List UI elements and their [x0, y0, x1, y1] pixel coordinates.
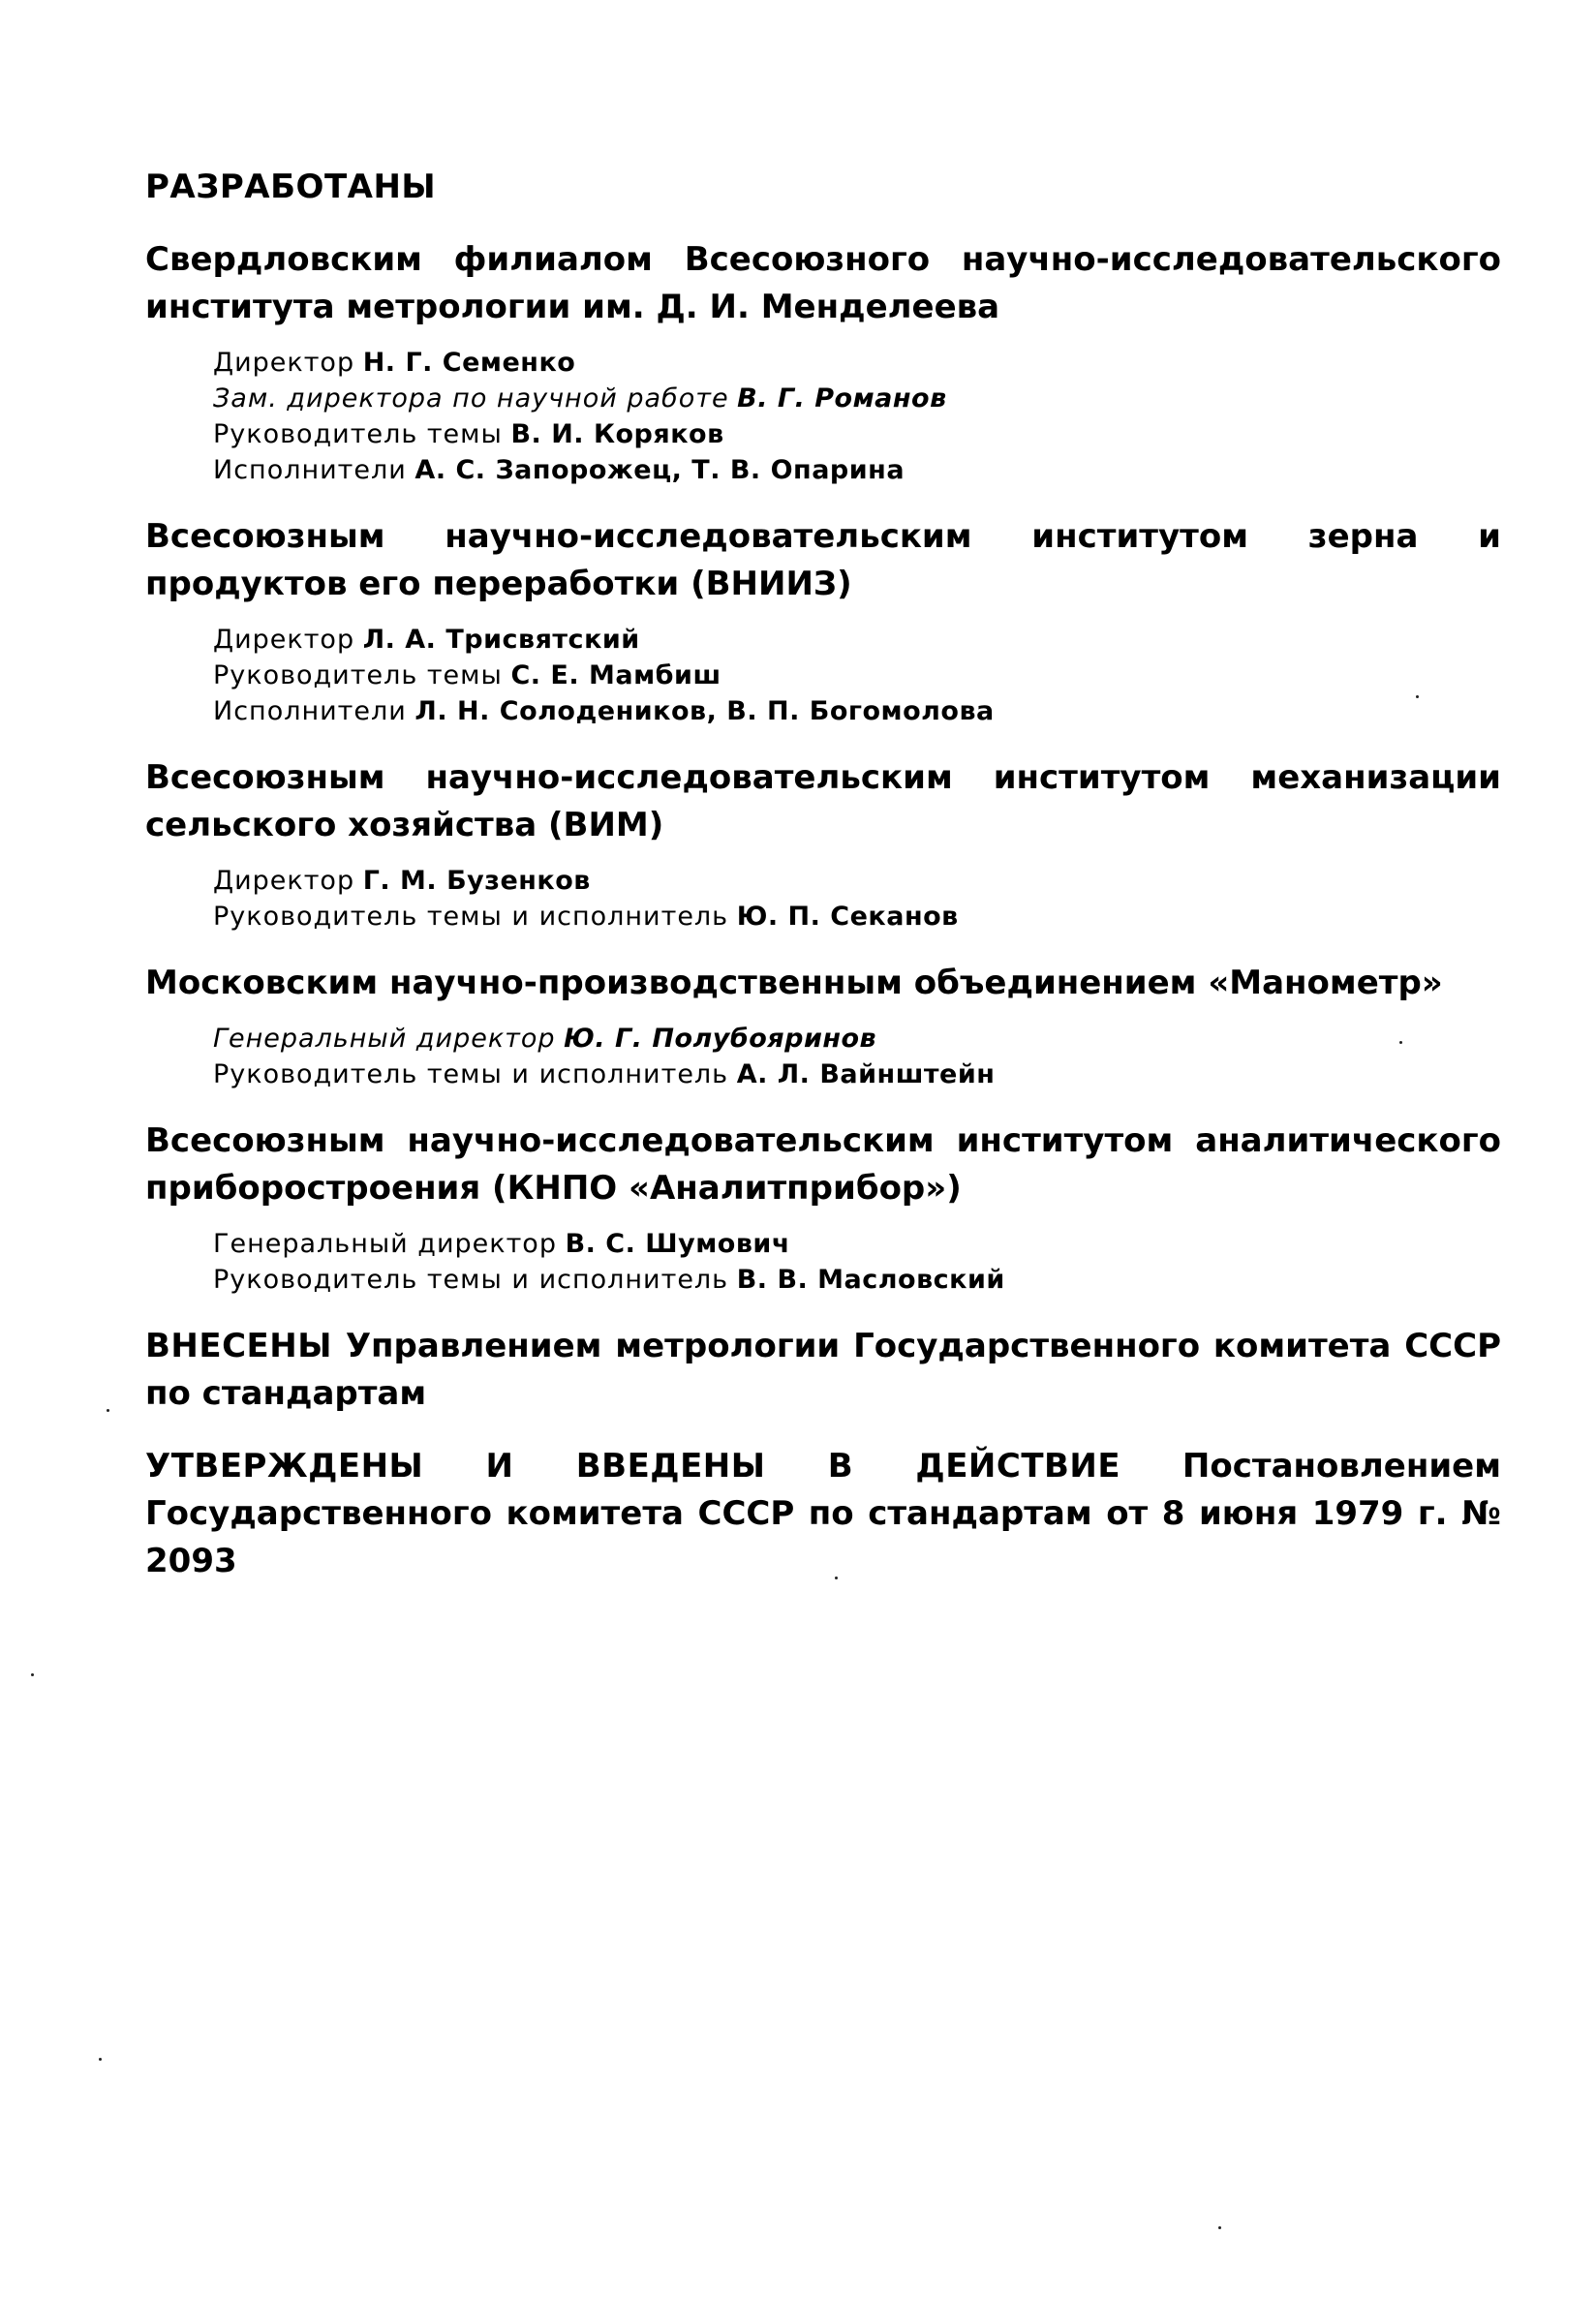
- person-name: Ю. Г. Полубояринов: [564, 1024, 877, 1054]
- people-list: [213, 345, 1501, 488]
- person-role: Генеральный директор: [213, 1229, 557, 1259]
- approved-text: Постановлением Государственного комитета СССР по стандартам от 8 июня 1979 г. № 2093: [145, 1447, 1501, 1580]
- organization-block: [145, 513, 1501, 729]
- person-name: Л. А. Трисвятский: [362, 625, 640, 655]
- person-row: [213, 1021, 1501, 1057]
- person-name: Ю. П. Секанов: [736, 902, 959, 932]
- person-name: В. Г. Романов: [737, 383, 947, 413]
- organization-block: [145, 236, 1501, 488]
- person-row: [213, 1226, 1501, 1262]
- people-list: [213, 1021, 1501, 1092]
- person-row: [213, 381, 1501, 416]
- organization-block: [145, 1118, 1501, 1298]
- person-role: Руководитель темы: [213, 419, 503, 449]
- person-row: [213, 693, 1501, 729]
- scan-speck: [1218, 2226, 1221, 2229]
- organization-name: Всесоюзным научно-исследовательским институтом зерна и продуктов его переработки (ВНИИЗ): [145, 517, 1501, 603]
- approved-lead: УТВЕРЖДЕНЫ И ВВЕДЕНЫ В ДЕЙСТВИЕ: [145, 1447, 1121, 1485]
- person-name: В. С. Шумович: [565, 1229, 790, 1259]
- organization-name: Свердловским филиалом Всесоюзного научно-исследовательского института метрологии им. Д. И. Менделеева: [145, 240, 1501, 326]
- person-name: В. В. Масловский: [736, 1265, 1005, 1295]
- person-name: С. Е. Мамбиш: [510, 660, 721, 690]
- person-role: Руководитель темы и исполнитель: [213, 1059, 729, 1089]
- person-role: Директор: [213, 866, 355, 896]
- organization-name: Московским научно-производственным объединением «Манометр»: [145, 964, 1443, 1002]
- person-row: [213, 899, 1501, 934]
- person-role: Директор: [213, 625, 355, 655]
- organization-name: Всесоюзным научно-исследовательским институтом механизации сельского хозяйства (ВИМ): [145, 758, 1501, 844]
- person-role: Руководитель темы и исполнитель: [213, 1265, 729, 1295]
- scan-speck: [107, 1409, 109, 1412]
- people-list: [213, 622, 1501, 729]
- person-name: В. И. Коряков: [510, 419, 724, 449]
- person-row: [213, 863, 1501, 899]
- person-row: [213, 345, 1501, 381]
- scan-speck: [1416, 695, 1419, 698]
- organization-block: [145, 754, 1501, 934]
- person-row: [213, 416, 1501, 452]
- organization-block: [145, 960, 1501, 1092]
- person-role: Генеральный директор: [213, 1024, 556, 1054]
- person-role: Руководитель темы: [213, 660, 503, 690]
- person-name: А. С. Запорожец, Т. В. Опарина: [414, 455, 905, 485]
- person-role: Директор: [213, 348, 355, 378]
- scan-speck: [99, 2058, 102, 2061]
- person-name: Г. М. Бузенков: [362, 866, 591, 896]
- person-row: [213, 1262, 1501, 1298]
- submitted-text: Управлением метрологии Государственного комитета СССР по стандартам: [145, 1327, 1501, 1413]
- scan-speck: [1399, 1041, 1402, 1044]
- person-row: [213, 1057, 1501, 1092]
- person-row: [213, 658, 1501, 693]
- person-role: Руководитель темы и исполнитель: [213, 902, 729, 932]
- section-heading: РАЗРАБОТАНЫ: [145, 168, 437, 206]
- people-list: [213, 863, 1501, 934]
- person-name: Л. Н. Солодеников, В. П. Богомолова: [414, 696, 995, 726]
- people-list: [213, 1226, 1501, 1298]
- organization-name: Всесоюзным научно-исследовательским институтом аналитического приборостроения (КНПО «Аналитприбор»): [145, 1121, 1501, 1208]
- submitted-lead: ВНЕСЕНЫ: [145, 1327, 332, 1365]
- person-name: Н. Г. Семенко: [362, 348, 576, 378]
- person-name: А. Л. Вайнштейн: [736, 1059, 996, 1089]
- submitted-statement: [145, 1323, 1501, 1418]
- person-row: [213, 622, 1501, 658]
- document-body: [145, 167, 1501, 1610]
- scan-speck: [31, 1673, 34, 1676]
- person-role: Зам. директора по научной работе: [213, 383, 729, 413]
- person-row: [213, 452, 1501, 488]
- person-role: Исполнители: [213, 696, 407, 726]
- scan-speck: [835, 1577, 838, 1579]
- approved-statement: [145, 1443, 1501, 1585]
- person-role: Исполнители: [213, 455, 407, 485]
